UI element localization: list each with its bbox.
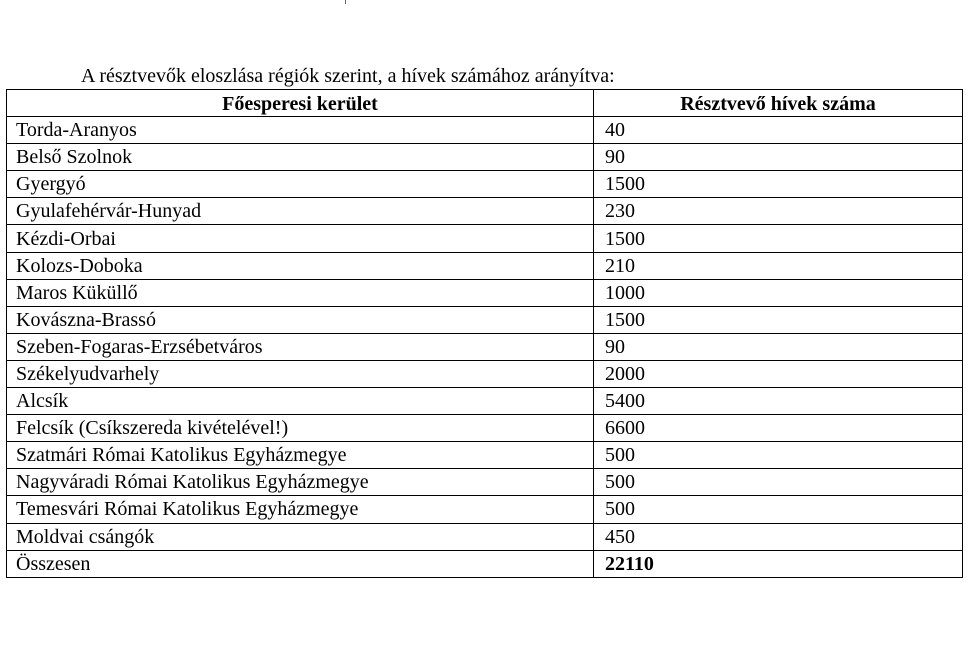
table-row [7, 469, 963, 496]
count-cell: 90 [594, 144, 963, 171]
count-cell: 1500 [594, 306, 963, 333]
table-row [7, 198, 963, 225]
district-cell: Székelyudvarhely [7, 360, 594, 387]
count-cell: 90 [594, 333, 963, 360]
table-row [7, 252, 963, 279]
table-row [7, 360, 963, 387]
table-row [7, 442, 963, 469]
participants-table [6, 89, 963, 578]
count-cell: 500 [594, 469, 963, 496]
table-row [7, 144, 963, 171]
count-cell: 230 [594, 198, 963, 225]
count-cell: 500 [594, 442, 963, 469]
table-row [7, 388, 963, 415]
table-row [7, 415, 963, 442]
district-cell: Kézdi-Orbai [7, 225, 594, 252]
count-cell: 210 [594, 252, 963, 279]
table-header-row [7, 90, 963, 117]
count-cell: 1500 [594, 225, 963, 252]
total-count-cell: 22110 [594, 550, 963, 577]
district-cell: Kolozs-Doboka [7, 252, 594, 279]
district-cell: Szatmári Római Katolikus Egyházmegye [7, 442, 594, 469]
table-row [7, 523, 963, 550]
district-cell: Belső Szolnok [7, 144, 594, 171]
district-cell: Gyulafehérvár-Hunyad [7, 198, 594, 225]
count-cell: 1000 [594, 279, 963, 306]
column-header-count: Résztvevő hívek száma [594, 90, 963, 117]
table-row [7, 279, 963, 306]
district-cell: Gyergyó [7, 171, 594, 198]
district-cell: Temesvári Római Katolikus Egyházmegye [7, 496, 594, 523]
district-cell: Felcsík (Csíkszereda kivételével!) [7, 415, 594, 442]
table-caption: A résztvevők eloszlása régiók szerint, a hívek számához arányítva: [81, 65, 615, 87]
table-row [7, 306, 963, 333]
count-cell: 5400 [594, 388, 963, 415]
table-row [7, 117, 963, 144]
count-cell: 40 [594, 117, 963, 144]
table-row [7, 225, 963, 252]
count-cell: 6600 [594, 415, 963, 442]
table-row [7, 171, 963, 198]
district-cell: Moldvai csángók [7, 523, 594, 550]
count-cell: 500 [594, 496, 963, 523]
page-top-mark [345, 0, 346, 4]
district-cell: Kovászna-Brassó [7, 306, 594, 333]
count-cell: 1500 [594, 171, 963, 198]
total-label-cell: Összesen [7, 550, 594, 577]
count-cell: 450 [594, 523, 963, 550]
district-cell: Alcsík [7, 388, 594, 415]
count-cell: 2000 [594, 360, 963, 387]
district-cell: Szeben-Fogaras-Erzsébetváros [7, 333, 594, 360]
district-cell: Maros Küküllő [7, 279, 594, 306]
total-row [7, 550, 963, 577]
district-cell: Torda-Aranyos [7, 117, 594, 144]
table-row [7, 333, 963, 360]
table-row [7, 496, 963, 523]
district-cell: Nagyváradi Római Katolikus Egyházmegye [7, 469, 594, 496]
column-header-district: Főesperesi kerület [7, 90, 594, 117]
